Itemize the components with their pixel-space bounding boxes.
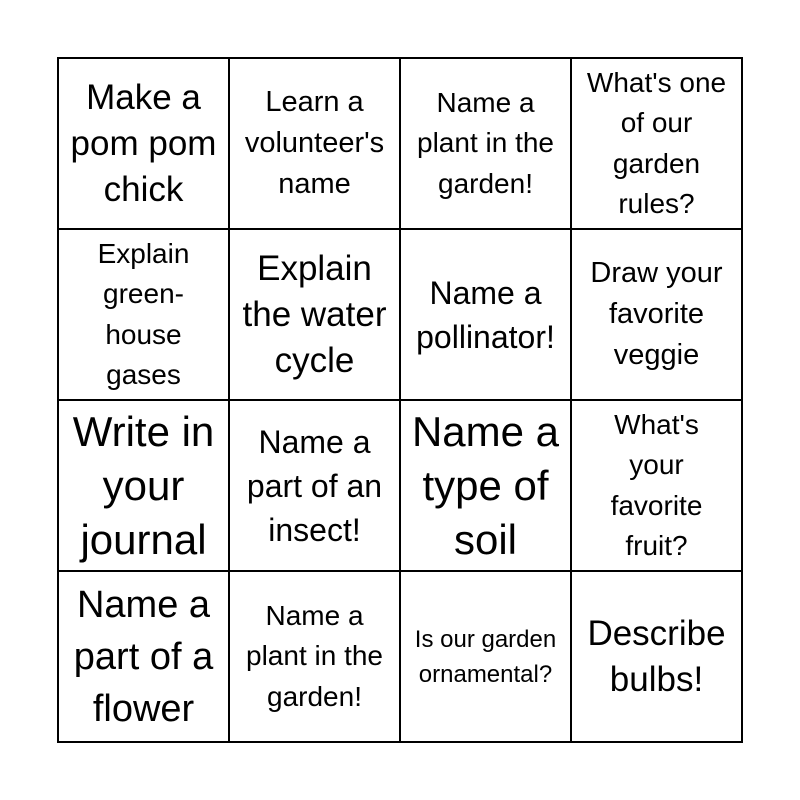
bingo-cell[interactable]	[400, 229, 571, 400]
bingo-cell[interactable]	[400, 58, 571, 229]
cell-text: Name a pollinator!	[416, 274, 555, 355]
cell-text: Draw your favorite veggie	[590, 257, 723, 371]
cell-text: Name a plant in the garden!	[246, 599, 383, 712]
bingo-cell[interactable]	[58, 58, 229, 229]
cell-text: Name a part of a flower	[73, 583, 214, 730]
bingo-board	[57, 57, 743, 743]
bingo-cell[interactable]	[229, 58, 400, 229]
cell-text: Explain green-house gases	[97, 237, 190, 390]
bingo-cell[interactable]	[229, 571, 400, 742]
cell-text: Explain the water cycle	[242, 248, 387, 380]
bingo-cell[interactable]	[571, 400, 742, 571]
bingo-cell[interactable]	[571, 229, 742, 400]
bingo-cell[interactable]	[400, 400, 571, 571]
bingo-cell[interactable]	[58, 400, 229, 571]
bingo-cell[interactable]	[229, 400, 400, 571]
cell-text: Name a plant in the garden!	[417, 86, 554, 199]
bingo-cell[interactable]	[400, 571, 571, 742]
cell-text: Make a pom pom chick	[70, 77, 217, 209]
cell-text: Is our garden ornamental?	[414, 625, 557, 688]
bingo-cell[interactable]	[571, 571, 742, 742]
bingo-cell[interactable]	[58, 571, 229, 742]
cell-text: Learn a volunteer's name	[244, 86, 385, 200]
bingo-cell[interactable]	[229, 229, 400, 400]
cell-text: What's your favorite fruit?	[610, 408, 703, 561]
bingo-cell[interactable]	[58, 229, 229, 400]
cell-text: Name a part of an insect!	[246, 423, 383, 548]
cell-text: Name a type of soil	[411, 407, 560, 563]
cell-text: Write in your journal	[72, 407, 215, 563]
cell-text: Describe bulbs!	[587, 613, 726, 699]
bingo-cell[interactable]	[571, 58, 742, 229]
cell-text: What's one of our garden rules?	[586, 66, 727, 219]
